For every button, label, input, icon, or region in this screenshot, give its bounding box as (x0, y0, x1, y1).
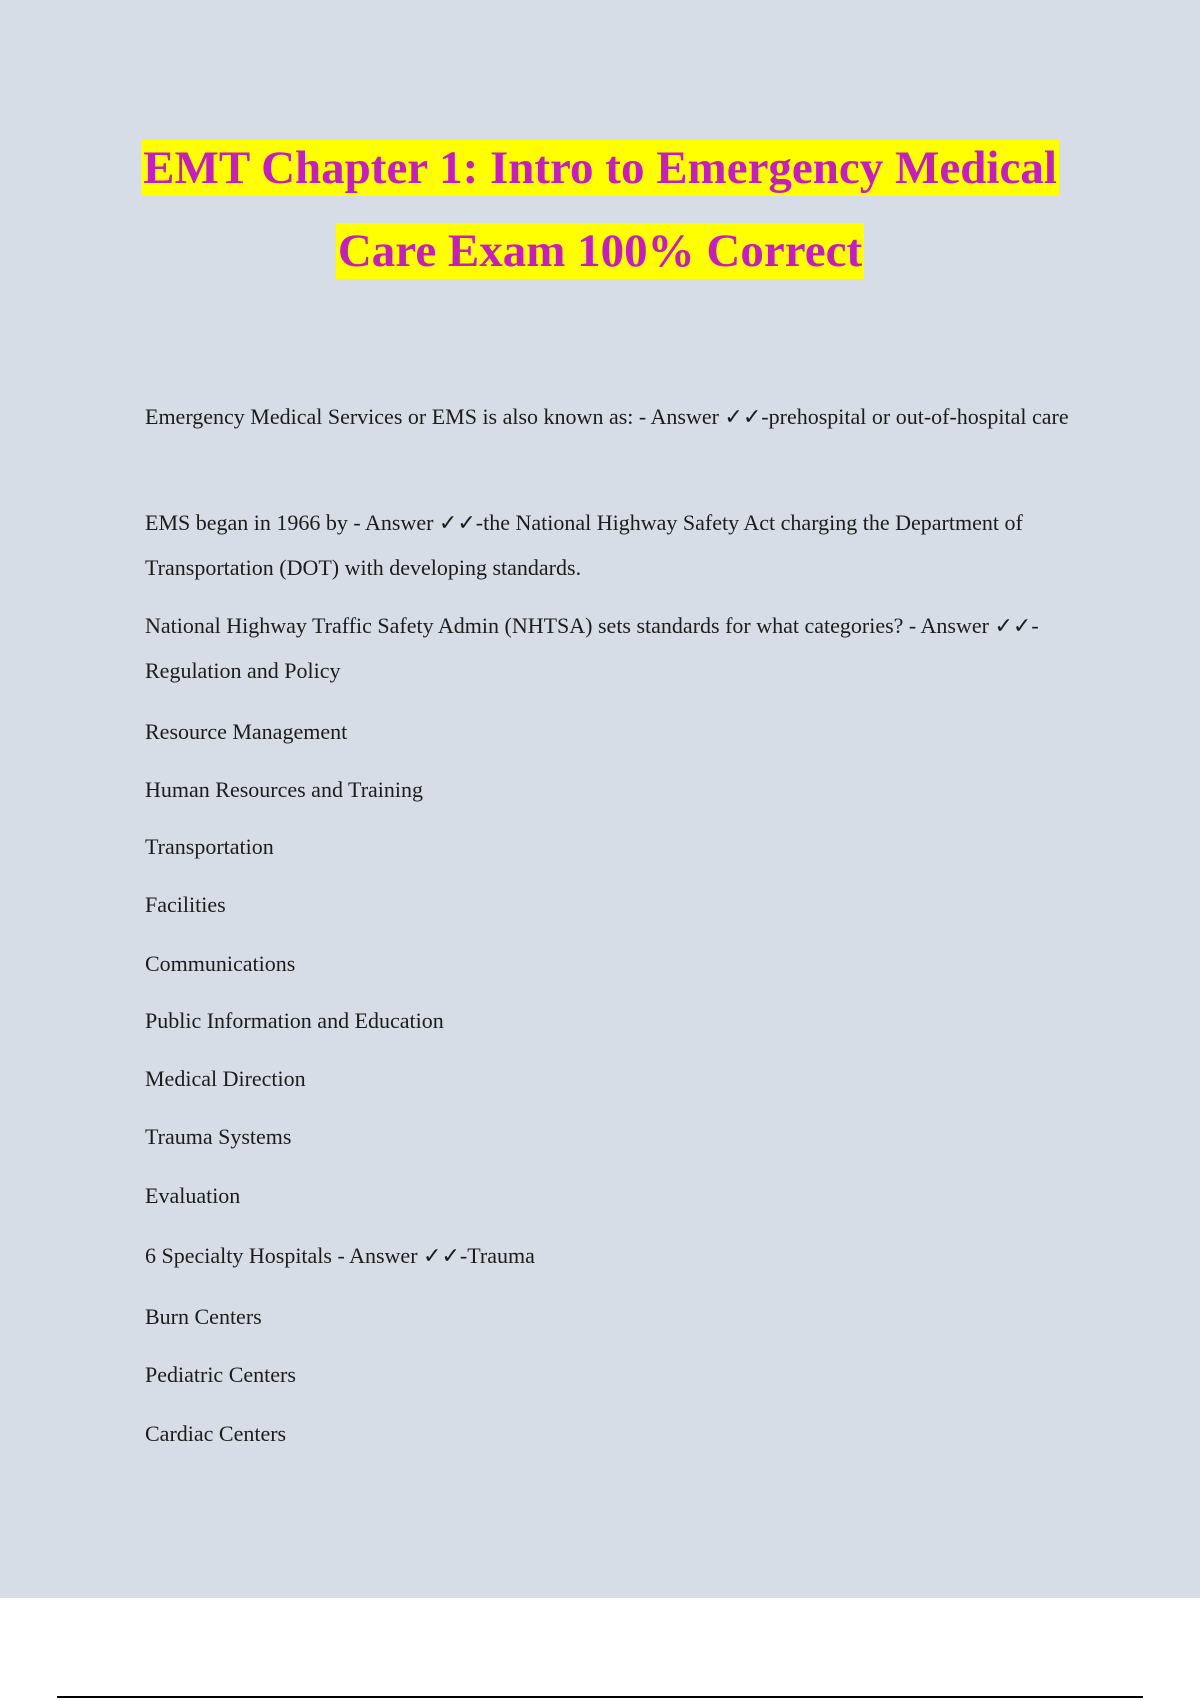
qa-item-specialty-hospitals (145, 1233, 1080, 1278)
answer-text: -prehospital or out-of-hospital care (761, 404, 1069, 429)
list-item: Communications (145, 951, 296, 976)
question-text: 6 Specialty Hospitals - (145, 1243, 350, 1268)
list-item: Facilities (145, 892, 226, 917)
title-line-1: EMT Chapter 1: Intro to Emergency Medical (143, 142, 1057, 194)
list-item: Burn Centers (145, 1304, 262, 1329)
list-item: Trauma Systems (145, 1124, 292, 1149)
answer-marker: Answer ✓✓ (920, 613, 1032, 638)
answer-text: -Trauma (459, 1243, 535, 1268)
answer-marker: Answer ✓✓ (349, 1243, 460, 1268)
list-item: Public Information and Education (145, 1008, 444, 1033)
answer-marker: Answer ✓✓ (365, 510, 476, 535)
title-line-2: Care Exam 100% Correct (337, 225, 863, 277)
list-item: Cardiac Centers (145, 1421, 287, 1446)
footer-rule (57, 1696, 1143, 1698)
list-item: Evaluation (145, 1183, 241, 1208)
qa-item-ems-known-as (145, 394, 1080, 439)
answer-marker: Answer ✓✓ (650, 404, 762, 429)
question-text: National Highway Traffic Safety Admin (NHTSA) sets standards for what categories? - (145, 613, 921, 638)
list-item: Transportation (145, 834, 274, 859)
question-text: Emergency Medical Services or EMS is also known as: - (145, 404, 651, 429)
list-item: Resource Management (145, 719, 348, 744)
answer-text: -Regulation and Policy (145, 613, 1039, 683)
question-text: EMS began in 1966 by - (145, 510, 365, 535)
qa-item-nhtsa-categories (145, 603, 1080, 693)
qa-item-ems-began (145, 500, 1080, 590)
list-item: Pediatric Centers (145, 1362, 296, 1387)
list-item: Medical Direction (145, 1066, 306, 1091)
answer-text: -the National Highway Safety Act charging the Department of Transportation (DOT) with developing standards. (145, 510, 1023, 580)
list-item: Human Resources and Training (145, 777, 424, 802)
document-title (0, 140, 1200, 306)
